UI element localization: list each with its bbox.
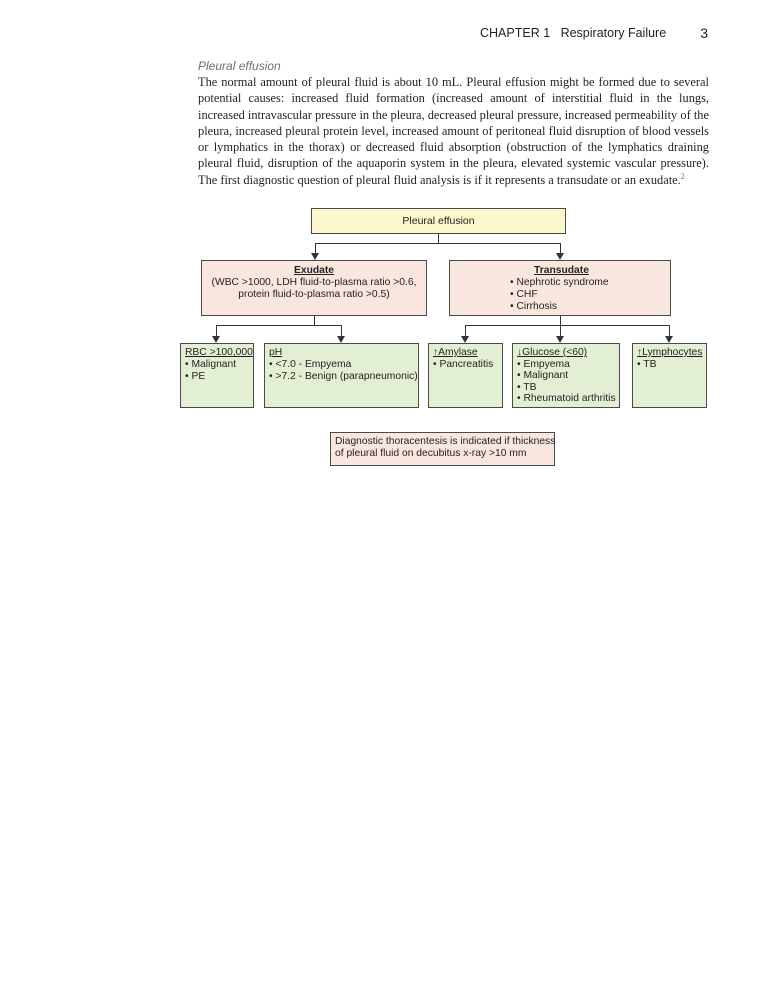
glucose-title: ↓Glucose (<60) [517, 347, 588, 358]
transudate-box [449, 260, 671, 316]
lymphocytes-title: ↑Lymphocytes [637, 347, 703, 358]
reference-link[interactable]: 2 [680, 171, 685, 181]
root-label: Pleural effusion [402, 215, 475, 227]
exudate-box [201, 260, 427, 316]
section-title: Pleural effusion [198, 59, 281, 73]
arrow-down [311, 253, 319, 260]
connector [315, 243, 561, 244]
rbc-box [180, 343, 254, 408]
glucose-box [512, 343, 620, 408]
ph-box [264, 343, 419, 408]
rbc-title: RBC >100,000 [185, 347, 253, 358]
exudate-criteria-line1: (WBC >1000, LDH fluid-to-plasma ratio >0.6, [211, 277, 417, 288]
ph-title: pH [269, 347, 283, 358]
glucose-item: • Rheumatoid arthritis [517, 393, 616, 404]
ph-item: • <7.0 - Empyema [269, 359, 352, 370]
note-line2: of pleural fluid on decubitus x-ray >10 mm [335, 448, 527, 459]
paragraph-text: The normal amount of pleural fluid is about 10 mL. Pleural effusion might be formed due to several potential causes: increased fluid formation (increased amount of interstitial fluid in the lungs, increased intravascular pressure in the pleura, decreased pleural pressure, increased permeability of the pleura, increased pleural protein level, increased amount of peritoneal fluid disruption of blood vessels or lymphatics in the thorax) or decreased fluid absorption (obstruction of the lymphatics draining pleural fluid, disruption of the aquaporin system in the pleura, elevated systemic vascular pressure). The first diagnostic question of pleural fluid analysis is if it represents a transudate or an exudate. [198, 75, 709, 187]
transudate-item: • CHF [510, 289, 538, 300]
connector [465, 325, 670, 326]
amylase-box [428, 343, 503, 408]
root-box [311, 208, 566, 234]
lymphocytes-item: • TB [637, 359, 657, 370]
glucose-item: • TB [517, 381, 537, 393]
connector [216, 325, 342, 326]
ph-item: • >7.2 - Benign (parapneumonic) [269, 371, 418, 382]
transudate-item: • Cirrhosis [510, 301, 558, 312]
glucose-item: • Empyema [517, 358, 570, 370]
arrow-down [665, 336, 673, 343]
arrow-down [461, 336, 469, 343]
thoracentesis-note-box [330, 432, 555, 466]
transudate-item: • Nephrotic syndrome [510, 277, 609, 288]
arrow-down [556, 336, 564, 343]
amylase-item: • Pancreatitis [433, 359, 494, 370]
rbc-item: • PE [185, 371, 206, 382]
transudate-title: Transudate [534, 265, 589, 276]
amylase-title: ↑Amylase [433, 347, 478, 358]
arrow-down [212, 336, 220, 343]
exudate-title: Exudate [293, 265, 335, 276]
rbc-item: • Malignant [185, 359, 237, 370]
arrow-down [556, 253, 564, 260]
exudate-criteria-line2: protein fluid-to-plasma ratio >0.5) [238, 289, 390, 300]
page-number: 3 [700, 25, 708, 41]
glucose-item: • Malignant [517, 370, 569, 381]
note-line1: Diagnostic thoracentesis is indicated if thickness [335, 436, 556, 447]
arrow-down [337, 336, 345, 343]
lymphocytes-box [632, 343, 707, 408]
chapter-label: CHAPTER 1 Respiratory Failure [480, 26, 667, 40]
